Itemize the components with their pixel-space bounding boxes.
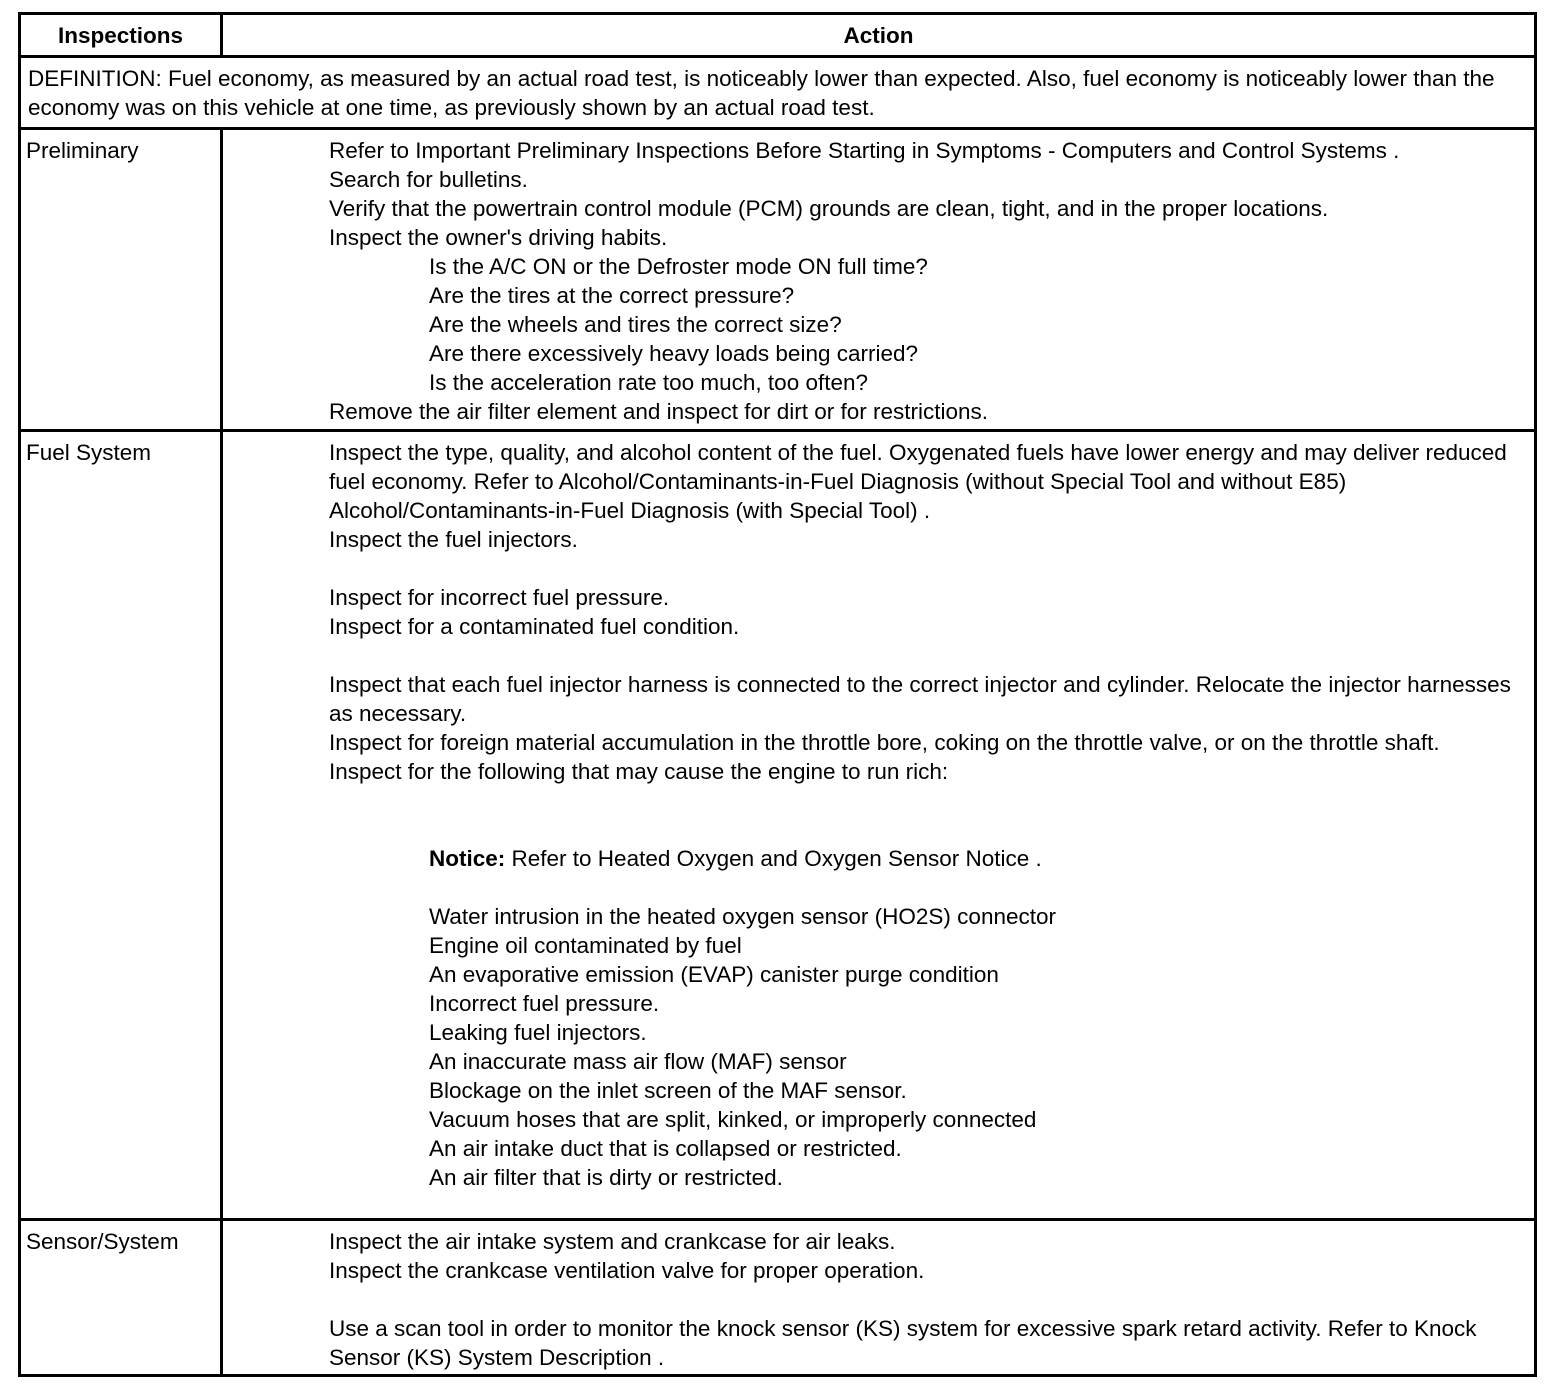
- preliminary-line: Inspect the owner's driving habits.: [329, 225, 668, 250]
- notice-text: Refer to Heated Oxygen and Oxygen Sensor Notice .: [505, 846, 1042, 871]
- fuel-line: Inspect the fuel injectors.: [329, 527, 578, 552]
- definition-row: [20, 57, 1536, 129]
- knock-sensor-paragraph: Use a scan tool in order to monitor the knock sensor (KS) system for excessive spark retard activity. Refer to Knock Sensor (KS) System Description .: [329, 1316, 1477, 1370]
- driving-habit-item: Is the acceleration rate too much, too often?: [429, 370, 869, 395]
- rich-condition-item: Blockage on the inlet screen of the MAF sensor.: [429, 1078, 907, 1103]
- sensor-system-label: Sensor/System: [20, 1220, 222, 1376]
- fuel-system-row: [20, 431, 1536, 1220]
- preliminary-line: Refer to Important Preliminary Inspections Before Starting in Symptoms - Computers and Control Systems .: [329, 138, 1400, 163]
- fuel-line: Inspect for the following that may cause the engine to run rich:: [329, 759, 949, 784]
- sensor-system-row: [20, 1220, 1536, 1376]
- preliminary-row: [20, 129, 1536, 431]
- inspections-header: Inspections: [20, 14, 222, 57]
- header-row: [20, 14, 1536, 57]
- rich-condition-item: Incorrect fuel pressure.: [429, 991, 660, 1016]
- driving-habit-item: Is the A/C ON or the Defroster mode ON full time?: [429, 254, 928, 279]
- fuel-line: Inspect for a contaminated fuel condition.: [329, 614, 740, 639]
- driving-habit-item: Are the wheels and tires the correct size?: [429, 312, 842, 337]
- rich-condition-item: Vacuum hoses that are split, kinked, or improperly connected: [429, 1107, 1037, 1132]
- harness-paragraph: Inspect that each fuel injector harness is connected to the correct injector and cylinder. Relocate the injector harnesses as necessary.: [329, 672, 1511, 726]
- rich-condition-item: An air filter that is dirty or restricted.: [429, 1165, 783, 1190]
- definition-text: DEFINITION: Fuel economy, as measured by an actual road test, is noticeably lower than expected. Also, fuel economy is noticeably lower than the economy was on this vehicle at one time, as previously shown by an actual road test.: [20, 57, 1536, 129]
- driving-habit-item: Are there excessively heavy loads being carried?: [429, 341, 919, 366]
- fuel-system-actions: [222, 431, 1536, 1220]
- sensor-line: Inspect the air intake system and crankcase for air leaks.: [329, 1229, 896, 1254]
- symptom-table: [18, 12, 1537, 1377]
- sensor-line: Inspect the crankcase ventilation valve for proper operation.: [329, 1258, 925, 1283]
- rich-condition-item: An air intake duct that is collapsed or restricted.: [429, 1136, 902, 1161]
- preliminary-line: Remove the air filter element and inspect for dirt or for restrictions.: [329, 399, 989, 424]
- rich-condition-item: An inaccurate mass air flow (MAF) sensor: [429, 1049, 847, 1074]
- driving-habit-item: Are the tires at the correct pressure?: [429, 283, 795, 308]
- sensor-system-actions: [222, 1220, 1536, 1376]
- preliminary-line: Search for bulletins.: [329, 167, 528, 192]
- fuel-line: Inspect for incorrect fuel pressure.: [329, 585, 670, 610]
- fuel-system-label: Fuel System: [20, 431, 222, 1220]
- rich-condition-item: Leaking fuel injectors.: [429, 1020, 647, 1045]
- rich-condition-item: An evaporative emission (EVAP) canister purge condition: [429, 962, 999, 987]
- fuel-type-paragraph: Inspect the type, quality, and alcohol content of the fuel. Oxygenated fuels have lower energy and may deliver reduced fuel economy. Refer to Alcohol/Contaminants-in-Fuel Diagnosis (without Special Tool and without E85) Alcohol/Contaminants-in-Fuel Diagnosis (with Special Tool) .: [329, 440, 1507, 523]
- rich-condition-item: Engine oil contaminated by fuel: [429, 933, 742, 958]
- rich-condition-item: Water intrusion in the heated oxygen sensor (HO2S) connector: [429, 904, 1056, 929]
- preliminary-label: Preliminary: [20, 129, 222, 431]
- notice: [329, 844, 1528, 873]
- throttle-paragraph: Inspect for foreign material accumulation in the throttle bore, coking on the throttle valve, or on the throttle shaft.: [329, 730, 1440, 755]
- notice-label: Notice:: [429, 846, 506, 871]
- preliminary-actions: [222, 129, 1536, 431]
- preliminary-line: Verify that the powertrain control module (PCM) grounds are clean, tight, and in the proper locations.: [329, 196, 1329, 221]
- action-header: Action: [222, 14, 1536, 57]
